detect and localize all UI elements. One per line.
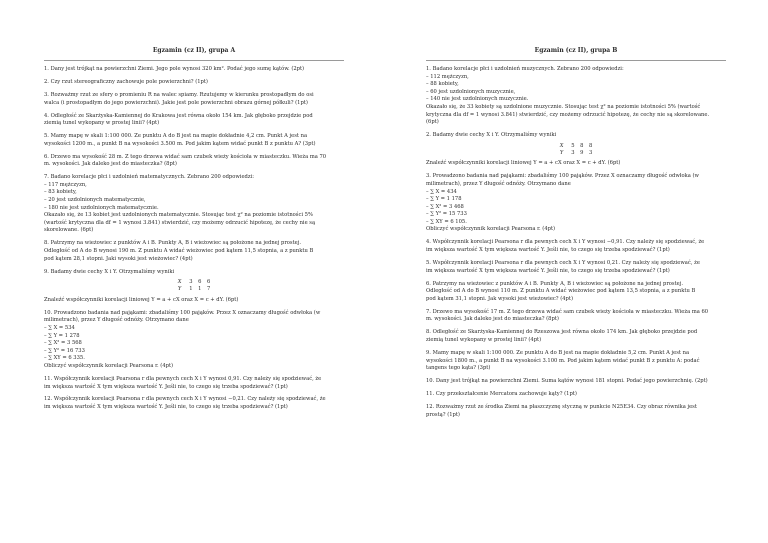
table-cell: 3: [589, 149, 593, 156]
table-cell: 6: [207, 279, 211, 286]
row-label-y: Y: [177, 285, 182, 292]
question-a-5: 5. Mamy mapę w skali 1:100 000. Ze punktu A do B jest na mapie dokładnie 4,2 cm. Punkt A jest na wysokości 1200 m., a punkt B na wysokości 3.500 m. Pod jakim kątem widać punkt B z punktu A? (3pt): [44, 133, 316, 147]
row-label-x: X: [559, 142, 564, 149]
question-b-6: 6. Patrzymy na wieżowiec z punktów A i B. Punkty A, B i wieżowiec są położone na jednej prostej. Odległość od A do B wynosi 110 m. Z punktu A widać wieżowiec pod kątem 13,5 stopnia, a z punktu B pod kątem 31,1 stopni. Jak wysoki jest wieżowiec? (4pt): [426, 280, 696, 302]
question-a-3: 3. Rozważmy rzut ze sfery o promieniu R na walec spiamy. Rzutujemy w kierunku prostopadłym do osi walca (i prostopadłym do jego powierzchni). Jakie jest pole powierzchni obrazu górnej półkuli? (1pt): [44, 91, 314, 106]
question-list-group-b: [426, 66, 726, 425]
title-divider: [426, 60, 726, 61]
table-row-x: [557, 143, 595, 150]
row-label-y: Y: [559, 149, 564, 156]
table-cell: 1: [198, 285, 202, 292]
question-list-group-a: [44, 66, 344, 417]
table-cell: 6: [198, 279, 202, 286]
table-row-y: [175, 286, 213, 293]
title-divider: [44, 60, 344, 61]
table-cell: 8: [580, 142, 584, 149]
table-cell: 9: [580, 149, 584, 156]
question-a-6: 6. Drzewo ma wysokość 28 m. Z tego drzewa widać sam czubek wieży kościoła w miasteczku. Wieża ma 70 m. wysokości. Jak daleko jest do miasteczka? (8pt): [44, 153, 327, 168]
question-b-7: 7. Drzewo ma wysokość 17 m. Z tego drzewa widać sam czubek wieży kościoła w miasteczku. Wieża ma 60 m. wysokości. Jak daleko jest do miasteczka? (8pt): [426, 308, 709, 323]
table-cell: 3: [571, 149, 575, 156]
table-cell: 5: [571, 142, 575, 149]
question-b-9: 9. Mamy mapę w skali 1:100 000. Ze punktu A do B jest na mapie dokładnie 5,2 cm. Punkt A jest na wysokości 1800 m., a punkt B na wysokości 3.100 m. Pod jakim kątem widać punkt B z punktu A: podać tangens tego kąta? (3pt): [426, 349, 700, 372]
data-table-a: [175, 279, 213, 293]
question-b-1: 1. Badano korelacje płci i uzdolnień muzycznych. Zebrano 200 odpowiedzi: – 112 mężczyzn, – 88 kobiety, – 60 jest uzdolnionych muzycznie, – 140 nie jest uzdolnionych muzycznie. Okazało się, że 33 kobiety są uzdolnione muzycznie. Stosując test χ² na poziomie istotności 5% (wartość krytyczna dla df = 1 wynosi 3.841) stwierdzić, czy możemy odrzucić hipotezę, że cechy nie są skorelowane. (6pt): [426, 66, 710, 126]
exam-title-group-b: Egzamin (cz II), grupa B: [534, 47, 618, 54]
row-label-x: X: [177, 279, 182, 286]
question-a-10: 10. Prowadzono badania nad pająkami: zbadaliśmy 100 pająków. Przez X oznaczamy długość odwłoka (w milimetrach), przez Y długość odnóży. Otrzymano dane – ∑ X = 534 – ∑ Y = 1 278 – ∑ X² = 3 568 – ∑ Y² = 16 733 – ∑ XY = 6 335. Obliczyć współczynnik korelacji Pearsona r. (4pt): [44, 309, 321, 369]
question-b-5: 5. Współczynnik korelacji Pearsona r dla pewnych cech X i Y wynosi 0,21. Czy należy się spodziewać, że im większa wartość X tym większa wartość Y. Jeśli nie, to czego się trzeba spodziewać? (1pt): [426, 260, 700, 274]
question-a-12: 12. Współczynnik korelacji Pearsona r dla pewnych cech X i Y wynosi −0,21. Czy należy się spodziewać, że im większa wartość X tym większa wartość Y. Jeśli nie, to czego się trzeba spodziewać? (1pt): [44, 396, 326, 411]
question-b-4: 4. Współczynnik korelacji Pearsona r dla pewnych cech X i Y wynosi −0,91. Czy należy się spodziewać, że im większa wartość X tym większa wartość Y. Jeśli nie, to czego się trzeba spodziewać? (1pt): [426, 239, 705, 254]
question-a-8: 8. Patrzymy na wieżowiec z punktów A i B. Punkty A, B i wieżowiec są położone na jednej prostej. Odległość od A do B wynosi 190 m. Z punktu A widać wieżowiec pod kątem 11,5 stopnia, a z punktu B pod kątem 28,1 stopni. Jaki wysoki jest wieżowiec? (4pt): [44, 240, 314, 262]
table-cell: 1: [189, 285, 193, 292]
question-b-10: 10. Dany jest trójkąt na powierzchni Ziemi. Suma kątów wynosi 181 stopni. Podać jego powierzchnię. (2pt): [426, 378, 708, 385]
question-b-12: 12. Rozważmy rzut ze środka Ziemi na płaszczyznę styczną w punkcie N25E34. Czy obraz równika jest prostą? (1pt): [426, 404, 697, 418]
question-a-4: 4. Odległość ze Skarżyska-Kamiennej do Krakowa jest równa około 154 km. Jak głęboko przejdzie pod ziemią tunel wykopany w prostej linii? (4pt): [44, 112, 313, 127]
question-a-9: 9. Badamy dwie cechy X i Y. Otrzymaliśmy wyniki X 3 6 6 Y 1 1 7 Znaleźć współczynniki korelacji liniowej Y = a + cX oraz X = c + dY. (6pt): [44, 268, 239, 303]
question-b-3: 3. Prowadzono badania nad pająkami: zbadaliśmy 100 pająków. Przez X oznaczamy długość odwłoka (w milimetrach), przez Y długość odnóży. Otrzymano dane – ∑ X = 434 – ∑ Y = 1 178 – ∑ X² = 3 468 – ∑ Y² = 15 733 – ∑ XY = 6 105. Obliczyć współczynnik korelacji Pearsona r. (4pt): [426, 173, 699, 233]
table-row-y: [557, 150, 595, 157]
question-a-1: 1. Dany jest trójkąt na powierzchni Ziemi. Jego pole wynosi 320 km². Podać jego sumę kątów. (2pt): [44, 66, 305, 72]
question-b-2: 2. Badamy dwie cechy X i Y. Otrzymaliśmy wyniki X 5 8 8 Y 3 9 3 Znaleźć współczynniki korelacji liniowej Y = a + cX oraz X = c + dY. (6pt): [426, 132, 621, 167]
question-a-2: 2. Czy rzut stereograficzny zachowuje pole powierzchni? (1pt): [44, 78, 208, 85]
question-b-11: 11. Czy przekształcenie Mercatora zachowuje kąty? (1pt): [426, 391, 577, 398]
question-b-8: 8. Odległość ze Skarżyska-Kamiennej do Rzeszowa jest równa około 174 km. Jak głęboko przejdzie pod ziemią tunel wykopany w prostej linii? (4pt): [426, 329, 698, 343]
table-cell: 3: [189, 279, 193, 286]
table-row-x: [175, 279, 213, 286]
data-table-b: [557, 143, 595, 157]
table-cell: 7: [207, 285, 211, 292]
exam-title-group-a: Egzamin (cz II), grupa A: [152, 47, 236, 54]
question-a-11: 11. Współczynnik korelacji Pearsona r dla pewnych cech X i Y wynosi 0,91. Czy należy się spodziewać, że im większa wartość X tym większa wartość Y. Jeśli nie, to czego się trzeba spodziewać? (1pt): [44, 375, 322, 390]
table-cell: 8: [589, 142, 593, 149]
question-a-7: 7. Badano korelacje płci i uzdolnień matematycznych. Zebrano 200 odpowiedzi: – 117 mężczyzn, – 83 kobiety, – 20 jest uzdolnionych matematycznie, – 180 nie jest uzdolnionych matematycznie. Okazało się, że 13 kobiet jest uzdolnionych matematycznie. Stosując test χ² na poziomie istotności 5% (wartość krytyczna dla df = 1 wynosi 3.841) stwierdzić, czy możemy odrzucić hipotezę, że cechy nie są skorelowane. (6pt): [44, 174, 316, 234]
